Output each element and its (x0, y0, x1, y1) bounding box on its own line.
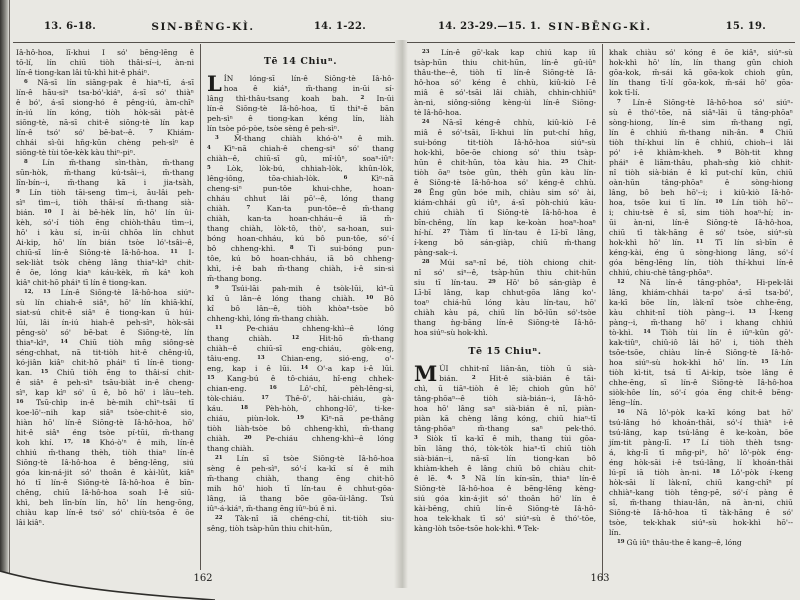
header-rule (13, 42, 395, 43)
text-line: pó' i-ê khiàm-kheh. $^9$ Bòh-tit khng (609, 148, 793, 157)
text-line: sūn-hòk, m̄-thang kú-tsâi--i, m̄-thang (16, 168, 194, 177)
text-line: tsòe, tek-khak siúⁿ-sù hok-khì hō'-- (609, 518, 793, 527)
text-line: chiàh--ê, chiū-sī gû, mî-iûⁿ, soaⁿ-iûⁿ: (207, 154, 394, 163)
paragraph (16, 48, 194, 78)
text-line: $^9$ Lín tiòh tāi-seng tìm--i, āu-lâi peh- (16, 188, 194, 197)
text-line: káu. $^{18}$ Pèh-hòh, chhong-lō', ti-ke- (207, 404, 394, 413)
text-line: sìⁿ, kap kìⁿ só' ū ê, bô hō' i lâu--teh. (16, 388, 194, 397)
text-line: koe-lō'--nih kap siâⁿ tsòe-chit-ê sio, (16, 408, 194, 417)
text-line: sèng ê peh-sìⁿ, só'-í ka-kī sí ê mih (207, 464, 394, 473)
text-line: ūi àn-ni, lín-ê Siōng-tè Iâ-hô-hoa, (609, 218, 793, 227)
text-line: chiáu, piùn-lok. $^{19}$ Kìⁿ-nā pe-thâng (207, 414, 394, 423)
text-line: nî só' siⁿ--ê, tsàp-hūn thiu chit-hūn (414, 268, 596, 277)
text-line: m̄-thang chiàh, thang ēng chit-hō (207, 474, 394, 483)
text-line: chheng-khì, lóng m̄-thang chiàh. (207, 314, 329, 323)
text-line: tiòh liàh-tsòe bô chheng-khì, m̄-thang (207, 424, 394, 433)
text-line: $^7$ Lín-ê Siōng-tè Iâ-hô-hoa só' siúⁿ- (617, 98, 793, 107)
text-line: hiàn hō' lín-ê Siōng-tè Iâ-hô-hoa, hō' (16, 418, 194, 427)
text-line: $^{28}$ Múi saⁿ-nî bé, tiòh chiong chit- (422, 258, 596, 267)
text-line: kiâⁿ chit-hō pháiⁿ tī lín ê tiong-kan. (16, 278, 147, 287)
text-line: chhiú m̄-thang thèh, tiòh thiaⁿ lín-ê (16, 448, 194, 457)
text-line: chian-eng. $^{16}$ Lô'-chî, pèh-lêng-si, (207, 384, 394, 393)
paragraph (414, 118, 596, 258)
paragraph (207, 71, 394, 134)
text-line: kak-tiûⁿ, chiû-iô lâi hō' i, tiòh thèh (609, 338, 793, 347)
text-line: á, kǹg-lī tī mn̄g-piⁿ, hō' lô'-pòk éng- (609, 448, 793, 457)
text-column-2 (207, 48, 394, 534)
text-column-1 (16, 48, 194, 528)
text-line: thang chiàh, lòk-tô, thò', sa-hoan, sui- (207, 224, 394, 233)
header-chapter-verse-right: 15. 19. (725, 21, 766, 32)
text-line: $^{24}$ Nā-sī kéng-ê chhù, kiû-kiò I-ê (422, 118, 596, 127)
text-line: Iâ-hô-hoa, lī-khui I só' bēng-lēng ê (16, 48, 194, 57)
text-line: miâ ê só'-tsāi, lī-khui lín put-chí hn̄g, (414, 128, 596, 137)
text-line: kàng-lòh tsōe-tsōe hok-khì. $^6$ Tek- (414, 524, 540, 533)
text-line: lêng-iông, tōa-chiah-lòk. $^6$ Kìⁿ-nā (207, 174, 394, 183)
text-line: éng hòk-sāi i-ê tsú-lâng, lí khoán-thāi (609, 458, 793, 467)
paragraph (207, 454, 394, 514)
text-line: kî ū lân--ê lóng thang chiàh. $^{10}$ Bô (207, 294, 394, 303)
text-line: hoa hō' lâng saⁿ sià-bián ê nî, piàn- (414, 404, 596, 413)
text-line: bīn-chêng, lín kap ke-koàn hoaⁿ-hoaⁿ (414, 218, 596, 227)
text-line: hòk-sāi lí làk-nî, chiū kang-chîⁿ pí (609, 478, 793, 487)
text-line: sî, m̄-thang thiau-lân, nā àn-ni, chiū (609, 498, 793, 507)
text-line: Ai-kip, hō' lín bián tsòe ló'-tsâi--ê, (16, 238, 194, 247)
text-line: peh-sìⁿ ê tiong-kan kéng lín, liàh (207, 114, 394, 123)
text-line: $^{11}$ Pe-chiáu chheng-khì--ê lóng (215, 324, 394, 333)
text-line: sù ê thó'-tōe, nā siâⁿ-lāi ū tâng-phōaⁿ (609, 108, 793, 117)
text-line: ê siâⁿ ê peh-sìⁿ tsāu-biàt in-ê cheng- (16, 378, 194, 387)
text-line: tôe, kú bô hoan-chháu, iā bô chheng- (207, 254, 394, 263)
paragraph (609, 538, 793, 548)
text-line: $^9$ Tsúi-lāi pah-mih ê tsòk-lūi, kìⁿ-ū (215, 284, 394, 293)
text-line: tiòh kì-tit, tsá tī Ai-kip, tsòe lâng ê (609, 368, 793, 377)
drop-cap: M (414, 361, 438, 386)
scan-page-right (402, 0, 798, 600)
text-line: lín-ê hāu-siⁿ tsa-bó'-kiáⁿ, á-sī só' thiàⁿ (16, 88, 194, 97)
text-line: ÚI chhit-nî liân-ân, tiòh ū sià- (439, 364, 596, 373)
text-line: kó-jiân kiâⁿ chit-hō pháiⁿ tī lín-ê tiong- (16, 358, 194, 367)
text-line: khak chiàu só' kóng ê ōe kiâⁿ, siúⁿ-sù (609, 48, 793, 57)
text-column-3 (414, 48, 596, 534)
paragraph (414, 258, 596, 338)
text-line: $^{12}$ Nā lín-ê tâng-phōaⁿ, Hi-pek-lâi (617, 278, 793, 287)
text-line: kok tī-lí. (609, 88, 640, 97)
text-line: séng-chhat, nā tit-tiòh hit-ê chêng-iû, (16, 348, 194, 357)
text-line: pháiⁿ ê liām-thâu, phah-sǹg kiò chhit- (609, 158, 793, 167)
text-line: kiám-chhái gû iûⁿ, á-sī pòh-chiú kāu- (414, 198, 596, 207)
chapter-heading: Tē 15 Chiuⁿ. (468, 346, 542, 357)
text-line: bô chheng-khì. $^8$ Ti sui-bóng pun- (207, 244, 394, 253)
text-line: siōng-tè tùi tōe-kèk kàu thiⁿ-piⁿ. (16, 148, 136, 157)
text-line: pàng--i, m̄-thang hō' i khang chhiú (609, 318, 793, 327)
text-line: i; chiu-tsè ê sî, sim tiòh hoaⁿ-hí; in- (609, 208, 793, 217)
paragraph (414, 361, 596, 534)
text-line: gōa-kok, m̄-sái kā gōa-kok chioh gûn, (609, 68, 793, 77)
text-line: $^3$ Siòk tī ka-kī ê mih, thang tùi gōa- (414, 434, 596, 443)
text-line: khì, beh lîn-bín lín, hō' lín heng-ōng, (16, 498, 194, 507)
text-line: tâiu-eng. $^{13}$ Chian-eng, sió-eng, o'- (207, 354, 395, 363)
text-line: lâng, khiám-chhái ta-po' á-sī tsa-bó', (609, 288, 793, 297)
text-line: tè Iâ-hô-hoa. (414, 108, 462, 117)
text-line: lâng, bô beh hō'--i; i kiû-kiò Iâ-hô- (609, 188, 793, 197)
text-line: oàn-hūn tâng-phōaⁿ ê sòng-hiong (609, 178, 793, 187)
paragraph (16, 288, 194, 528)
text-line: lâng thì-thâu-tsang koah bah. $^2$ In-ūi (207, 94, 394, 103)
page-header (408, 21, 792, 35)
text-line: sui-bóng tit-tiòh Iâ-hô-hoa siúⁿ-sù (414, 138, 596, 147)
text-line: tō-lí, lín chiū tiòh thâi-sí--i, àn-ni (16, 58, 194, 67)
text-line: thiaⁿ-kìⁿ, $^{14}$ Chiū tiòh mn̄g siông-sè (16, 338, 194, 347)
text-line: chiàh kàu pá, chiū lín bô-lūn só'-tsòe (414, 308, 596, 317)
text-line: chiàh. $^7$ Kan-ta pun-tôe--ê m̄-thang (207, 204, 394, 213)
text-line: kî bô lân--ê, tiòh khòaⁿ-tsòe bô (207, 304, 394, 313)
text-line: sek-liàt tsòk chèng lâng thiaⁿ-kìⁿ chit- (16, 258, 194, 267)
text-line: tiòh thí-khui lín ê chhiú, chioh--i lâi (609, 138, 793, 147)
text-line: koh khí. $^{17, 18}$ Khó-ò'ⁿ ê mih, lín-ê (16, 438, 194, 447)
text-line: tò-khì. $^{14}$ Tiòh tùi lín ê iûⁿ-kûn gō'- (609, 328, 793, 337)
text-line: thang chiàh. $^{12}$ Hit-hō m̄-thang (207, 334, 395, 343)
text-line: lūi, lâi ín-iú hiah-ê peh-sìⁿ, hòk-sāi (16, 318, 194, 327)
text-line: nî tiòh sià-bián ê kî put-chí kūn, chiū (609, 168, 793, 177)
text-line: $^{12, 13}$ Lín-ê Siōng-tè Iâ-hô-hoa siúⁿ- (24, 288, 194, 297)
text-line: m̄-thang bong. (207, 274, 262, 283)
page-number-left: 162 (193, 573, 213, 584)
text-line: chhe-ēng, sī lín-ê Siōng-tè Iâ-hô-hoa (609, 378, 793, 387)
text-line: cheng-siⁿ pun-tôe khui-chhe, hoan- (207, 184, 394, 193)
text-line: góa kin-ná-jit só' thoân ê kài-lût, kiâⁿ (16, 468, 194, 477)
text-line: iûⁿ-á-kiáⁿ, m̄-thang ēng iûⁿ-bú ê ni. (207, 504, 337, 513)
paragraph (16, 158, 194, 288)
text-line: lín-ê tsó' só' bē-bat--ê. $^7$ Khiám- (16, 128, 194, 137)
text-line: ê bó', á-sī siong-hó ê pêng-iú, àm-chīⁿ (16, 98, 194, 107)
text-line: $^{19}$ Gû iûⁿ thâu-the ê kang--ê, lóng (617, 538, 742, 547)
text-line: chì, ū tiāⁿ-tiòh ê lē; chioh gûn hō' (414, 384, 596, 393)
column-divider (602, 44, 603, 580)
text-line: kan. $^{15}$ Chiū tiòh ēng to thâi-sí chit- (16, 368, 194, 377)
text-line: $^8$ Lín m̄-thang sìn-thàn, m̄-thang (24, 158, 194, 167)
text-line: hok-khì hō' lín. $^{11}$ Tī lín sì-bīn ê (609, 238, 793, 247)
text-line: bián. $^2$ Hit-ê sià-bián ê tāi- (439, 374, 596, 383)
text-line: ka-kī bōe lín, làk-nî tsòe chhe-ēng, (609, 298, 793, 307)
text-line: lín-ê Siōng-tè Iâ-hô-hoa, tī thiⁿ-ē bān (207, 104, 394, 113)
text-line: hoa siúⁿ-sù hok-khì hō' lín. $^{15}$ Lín (609, 358, 793, 367)
text-line: góa bēng-lēng lín, tiòh thí-khui lín-ê (609, 258, 793, 267)
paragraph (609, 98, 793, 278)
header-chapter-verse-right: 14. 1-22. (313, 21, 366, 32)
text-line: hí-hí. $^{27}$ Tiàm tī lín-tau ê Lī-bī lâng, (414, 228, 596, 237)
text-line: bīn lâng thó, tòk-tòk hiaⁿ-tī chiū tiòh (414, 444, 596, 453)
text-line: thang chiàh. (207, 444, 255, 453)
text-line: hoa ê kiáⁿ, m̄-thang in-ūi sí- (223, 84, 394, 93)
text-line: ê ōe, lóng kiaⁿ káu-kèk, m̄ káⁿ koh (16, 268, 194, 277)
text-line: sù lín chiah-ê siâⁿ, hō' lín khiā-khí, (16, 298, 194, 307)
text-line: ê lē. $^{4, 5}$ Nā lín kín-sīn, thiaⁿ lín-ê (414, 474, 596, 483)
header-chapter-verse-left: 13. 6-18. (44, 21, 97, 32)
text-line: miâ ê só'-tsāi lâi chiàh, chhin-chhiūⁿ (414, 88, 596, 97)
text-line: $^{16}$ Nā lô'-pòk ka-kī kóng bat hō' (617, 408, 793, 417)
text-line: chiàh--ê chiū-sī eng-chiáu, gòk-eng, (207, 344, 394, 353)
text-line: lēng--lín. (609, 398, 643, 407)
chapter-heading: Tē 14 Chiuⁿ. (263, 56, 338, 67)
text-line: chiàh, kan-ta hoan-chháu--ê iā m̄- (207, 214, 394, 223)
text-line: pêng-sò' só' bē-bat ê Siōng-tè, lín (16, 328, 194, 337)
text-line: sòng-hiong, lín-ê sim m̄-thang ngī, (609, 118, 793, 127)
text-line: thâu-the--ê, tiòh tī lín-ê Siōng-tè Iâ- (414, 68, 596, 77)
text-line: lín ê chhiú m̄-thang nih-ân. $^8$ Chiū (609, 128, 794, 137)
text-line: í-keng bô sán-giàp, chiū m̄-thang (414, 238, 596, 247)
text-line: siu tī lín-tau. $^{29}$ Hō' bô sán-giàp ê (414, 278, 596, 287)
text-line: pàng-sak--i. (414, 248, 458, 257)
text-line: chiū-sī lín-ê Siōng-tè Iâ-hô-hoa. $^{11}$ I- (16, 248, 195, 257)
text-line: hoa tek-khak tī só' siúⁿ-sù ê thó'-tōe, (414, 514, 596, 523)
text-line: hok-khì, bōe-ōe chiong só' thiu tsàp- (414, 148, 596, 157)
text-line: mih hō' hioh tī lín-tau ê chhut-gōa- (207, 484, 394, 493)
text-line: lâi kiâⁿ. (16, 518, 45, 527)
text-line: $^{22}$ Tàk-nî iā chéng-chí, tit-tiòh siu- (215, 514, 394, 523)
paragraph (207, 134, 394, 284)
paragraph (207, 284, 394, 324)
text-line: tâng-phōaⁿ m̄-thang saⁿ pek-thó. (414, 424, 596, 433)
text-line: hô-hoa só' kéng ê chhù, kiû-kiò I-ê (414, 78, 596, 87)
text-column-4 (609, 48, 793, 548)
text-line: Siōng-tè Iâ-hô-hoa ê bēng-lēng, siú (16, 458, 194, 467)
text-line: siú góa kin-á-jit só' thoân hō' lín ê (414, 494, 596, 503)
text-line: tsú-lâng, kap tsú-lâng ê ke-koàn, bōe (609, 428, 793, 437)
text-line: hō' i kàu sí, in-ūi chhōa lín chhut (16, 228, 194, 237)
text-line: chhiàⁿ-kang tiòh têng-pē, só'-í pàng ê (609, 488, 793, 497)
text-line: $^{15}$ Kang-bú ê tô-chiáu, hî-eng chhek- (207, 374, 394, 383)
text-line: bián. $^{10}$ I ài bê-hèk lín, hō' lín ûi- (16, 208, 194, 217)
text-line: chiū tī tàk-hāng ê só' tsòe, siúⁿ-sù (609, 228, 793, 237)
header-chapter-verse-left: 14. 23-29.—15. 1. (438, 21, 541, 32)
text-line: chiú chiàh tī Siōng-tè Iâ-hô-hoa ê (414, 208, 596, 217)
text-line: Siōng-tè Iâ-hô-hoa tī tàk-hāng ê só' (609, 508, 793, 517)
text-line: hūn ê chit-hūn, tòa kàu hia. $^{25}$ Chit- (414, 158, 596, 167)
text-line: Lī-bī lâng, kap chhut-gōa lâng ko'- (414, 288, 596, 297)
text-line: hoa, tsōe kui tī lín. $^{10}$ Lín tiòh hō'-- (609, 198, 793, 207)
paragraph (609, 278, 793, 408)
text-line: sêng, tiòh tsàp-hūn thiu chit-hūn, (207, 524, 333, 533)
text-line: hok-khì hō' lín, lín thang gûn chioh (609, 58, 793, 67)
text-line: khì, i-ê bah m̄-thang chiàh, i-ê sin-si (207, 264, 394, 273)
text-line: khiàm-kheh ê lâng chiū bô chiàu chit- (414, 464, 596, 473)
paragraph (16, 78, 194, 158)
text-line: hit-ê siâⁿ éng tsòe pí-tūi, m̄-thang (16, 428, 194, 437)
text-line: lîn-bín--i, m̄-thang kā i jia-tsàh, (16, 178, 194, 187)
text-line: jím-tit pàng-lī. $^{17}$ Lí tiòh thèh tsng- (609, 438, 793, 447)
paragraph (207, 514, 394, 534)
text-line: siòk-hôe lín, só'-í góa ēng chit-ê bēng- (609, 388, 793, 397)
text-line: Siōng-tè Iâ-hô-hoa ê bēng-lēng kèng- (414, 484, 596, 493)
book-title: SIN-BĒNG-KÌ. (151, 21, 255, 33)
text-line: ÍN lóng-sī lín-ê Siōng-tè Iâ-hô- (223, 74, 394, 83)
text-line: ín-iú lín kóng, tiòh hòk-sāi pàt-ê (16, 108, 194, 117)
text-line: bóng hoan-chháu, kú bô pun-tôe, só'-í (207, 234, 394, 243)
text-line: tsàp-hūn thiu chit-hūn, lín-ê gû-iûⁿ (414, 58, 596, 67)
text-line: hoa siúⁿ-sù hok-khì. (414, 328, 488, 337)
text-line: chhiú, chiu-chè tâng-phōaⁿ. (609, 268, 713, 277)
text-line: lín tsòe pó-pòe, tsòe sèng ê peh-sìⁿ. (207, 124, 340, 133)
text-line: chiàu kap lín-ê tsó' só' chiù-tsōa ê ōe (16, 508, 194, 517)
text-line: lín thang tī-lí gōa-kok, m̄-sái hō' gōa- (609, 78, 793, 87)
text-line: $^5$ Lòk, lòk-bú, chhiah-lòk, khûn-lòk, (207, 164, 394, 173)
text-line: toaⁿ chiá-hū lóng kàu lín-tau, hō' (414, 298, 596, 307)
text-line: lín-ê tiong-kan lâi tû-khì hit-ê pháiⁿ. (16, 68, 150, 77)
text-line: tâng-phōaⁿ--ê tiòh sià-bián--i, Iâ-hô- (414, 394, 596, 403)
column-divider (200, 44, 201, 570)
text-line: chiàh. $^{20}$ Pe-chiáu chheng-khì--ê lóng (207, 434, 394, 443)
text-line: $^{23}$ Lín-ê gō'-kak kap chiú kap iû (422, 48, 596, 57)
book-title: SIN-BĒNG-KÌ. (548, 21, 652, 33)
text-line: tsōe-tsōe, chiàu lín-ê Siōng-tè Iâ-hô- (609, 348, 793, 357)
page-header (14, 21, 392, 35)
paragraph (414, 48, 596, 118)
text-line: hó tī lín-ê Siōng-tè Iâ-hô-hoa ê bīn- (16, 478, 194, 487)
text-line: thang ǹg-bāng lín-ê Siōng-tè Iâ-hô- (414, 318, 596, 327)
text-line: $^6$ Nā-sī lín siāng-pak ê hiaⁿ-tī, á-sī (24, 78, 194, 87)
paragraph (207, 324, 394, 454)
text-line: chhái sì-ûi hn̄g-kūn chèng peh-sìⁿ ê (16, 138, 194, 147)
page-curl-corner (0, 564, 215, 600)
text-line: tsú-lâng hó khoán-thāi, só'-í thiàⁿ i-ê (609, 418, 793, 427)
text-line: sìⁿ tìm--i, tiòh thâi-sí m̄-thang sià- (16, 198, 194, 207)
page-number-right: 163 (590, 573, 610, 584)
text-line: siat-sú chit-ê siâⁿ ê tiong-kan ū húi- (16, 308, 194, 317)
paragraph (609, 408, 793, 538)
text-line: lú-pī iā tiòh àn-ni. $^{18}$ Lô'-pòk í-keng (609, 468, 793, 477)
text-line: tòk-chiáu. $^{17}$ Thê-ô', hâi-chiáu, gà- (207, 394, 394, 403)
header-rule (407, 42, 795, 43)
text-line: kèh, só'-í tiòh ēng chiòh-thâu tìm--i, (16, 218, 194, 227)
text-line: kéng-kài, éng ū sòng-hiong lâng, só'-í (609, 248, 793, 257)
text-line: $^{26}$ Ēng gûn bóe mih, chiàu sim só' ài, (414, 188, 596, 197)
text-line: lâng, iā thang bōe gōa-ūi-lâng. Tsú (207, 494, 394, 503)
text-line: ê Siōng-tè Iâ-hô-hoa só' kéng-ê chhù. (414, 178, 596, 187)
text-line: kàu chhit-nî tiòh pàng--i. $^{13}$ Í-keng (609, 308, 793, 317)
paragraph (609, 48, 793, 98)
scan-page-left (8, 0, 398, 600)
drop-cap: L (207, 71, 222, 96)
text-line: eng, kap i ê lūi. $^{14}$ O'-a kap i-ê lūi. (207, 364, 395, 373)
text-line: $^{21}$ Lín sī tsòe Siōng-tè Iâ-hô-hoa (215, 454, 394, 463)
text-line: $^3$ M̄-thang chiàh khó-ò'ⁿ ê mih. (215, 134, 394, 143)
text-line: sià-bián--i, nā-sī lín tiong-kan bô (414, 454, 596, 463)
text-line: chháu chhut lâi pō'--ê, lóng thang (207, 194, 394, 203)
text-line: $^4$ Kìⁿ-nā chiah-ê cheng-siⁿ só' thang (207, 144, 394, 153)
text-line: piàn kā chèng lâng kóng, chiū hiaⁿ-tī (414, 414, 596, 423)
text-line: $^{16}$ Tsū-chìp in-ê bè-mih chìⁿ-tsâi tī (16, 398, 194, 407)
text-line: kài-bēng, chiū lín-ê Siōng-tè Iâ-hô- (414, 504, 596, 513)
text-line: tiòh ōaⁿ tsòe gûn, thèh gûn kàu lín- (414, 168, 596, 177)
text-line: chêng, chiū Iâ-hô-hoa soah I-ê siū- (16, 488, 194, 497)
text-line: lín. (609, 528, 621, 537)
text-line: siōng-tè, nā-sī chit-ê siōng-tè lín kap (16, 118, 194, 127)
text-line: àn-ni, siông-siông kèng-ùi lín-ê Siōng- (414, 98, 596, 107)
